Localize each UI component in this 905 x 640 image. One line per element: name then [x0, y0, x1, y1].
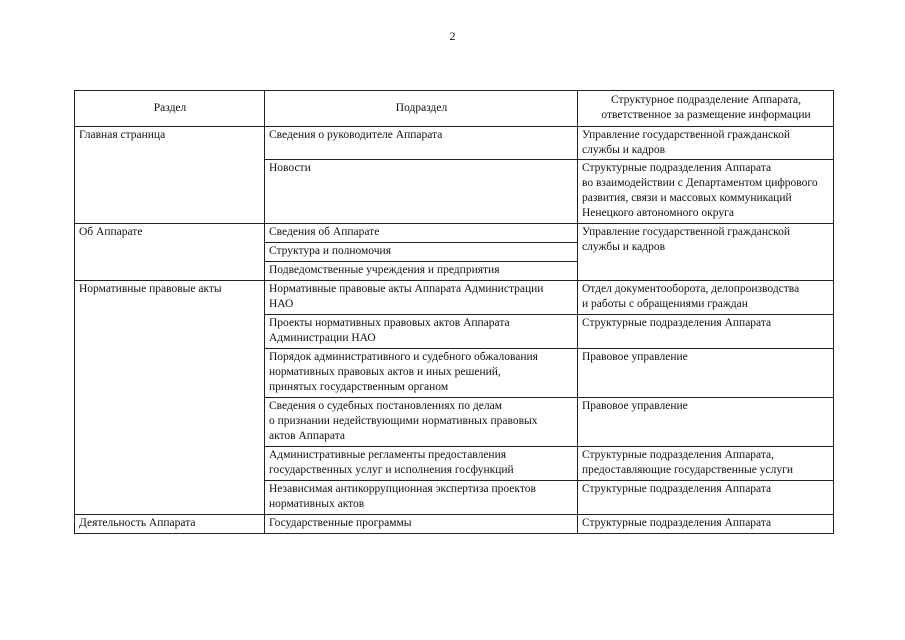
responsible-cell: Правовое управление: [578, 349, 834, 398]
subsection-cell: Порядок административного и судебного обжалования нормативных правовых актов и иных решений, принятых государственным органом: [265, 349, 578, 398]
section-cell: Нормативные правовые акты: [75, 281, 265, 515]
responsible-cell: Отдел документооборота, делопроизводства и работы с обращениями граждан: [578, 281, 834, 315]
responsible-cell: Структурные подразделения Аппарата: [578, 315, 834, 349]
subsection-cell: Проекты нормативных правовых актов Аппарата Администрации НАО: [265, 315, 578, 349]
page-number: 2: [449, 29, 456, 43]
responsible-cell: Управление государственной гражданской службы и кадров: [578, 224, 834, 281]
subsection-cell: Новости: [265, 160, 578, 224]
subsection-cell: Структура и полномочия: [265, 243, 578, 262]
section-cell: Деятельность Аппарата: [75, 515, 265, 534]
subsection-cell: Подведомственные учреждения и предприятия: [265, 262, 578, 281]
header-section: Раздел: [75, 91, 265, 127]
subsection-cell: Нормативные правовые акты Аппарата Администрации НАО: [265, 281, 578, 315]
table-row: [75, 224, 834, 243]
subsection-cell: Сведения об Аппарате: [265, 224, 578, 243]
responsible-cell: Структурные подразделения Аппарата, предоставляющие государственные услуги: [578, 447, 834, 481]
table-row: [75, 127, 834, 160]
responsible-cell: Структурные подразделения Аппарата во взаимодействии с Департаментом цифрового развития, связи и массовых коммуникаций Ненецкого автономного округа: [578, 160, 834, 224]
section-cell: Об Аппарате: [75, 224, 265, 281]
responsible-cell: Структурные подразделения Аппарата: [578, 515, 834, 534]
subsection-cell: Независимая антикоррупционная экспертиза проектов нормативных актов: [265, 481, 578, 515]
responsible-cell: Структурные подразделения Аппарата: [578, 481, 834, 515]
subsection-cell: Государственные программы: [265, 515, 578, 534]
subsection-cell: Сведения о судебных постановлениях по делам о признании недействующими нормативных правовых актов Аппарата: [265, 398, 578, 447]
table-header-row: [75, 91, 834, 127]
table-row: [75, 515, 834, 534]
responsible-cell: Управление государственной гражданской службы и кадров: [578, 127, 834, 160]
responsible-cell: Правовое управление: [578, 398, 834, 447]
subsection-cell: Сведения о руководителе Аппарата: [265, 127, 578, 160]
subsection-cell: Административные регламенты предоставления государственных услуг и исполнения госфункций: [265, 447, 578, 481]
section-cell: Главная страница: [75, 127, 265, 224]
table-row: [75, 281, 834, 315]
document-table: [74, 90, 834, 534]
header-responsible: Структурное подразделение Аппарата, ответственное за размещение информации: [578, 91, 834, 127]
header-subsection: Подраздел: [265, 91, 578, 127]
